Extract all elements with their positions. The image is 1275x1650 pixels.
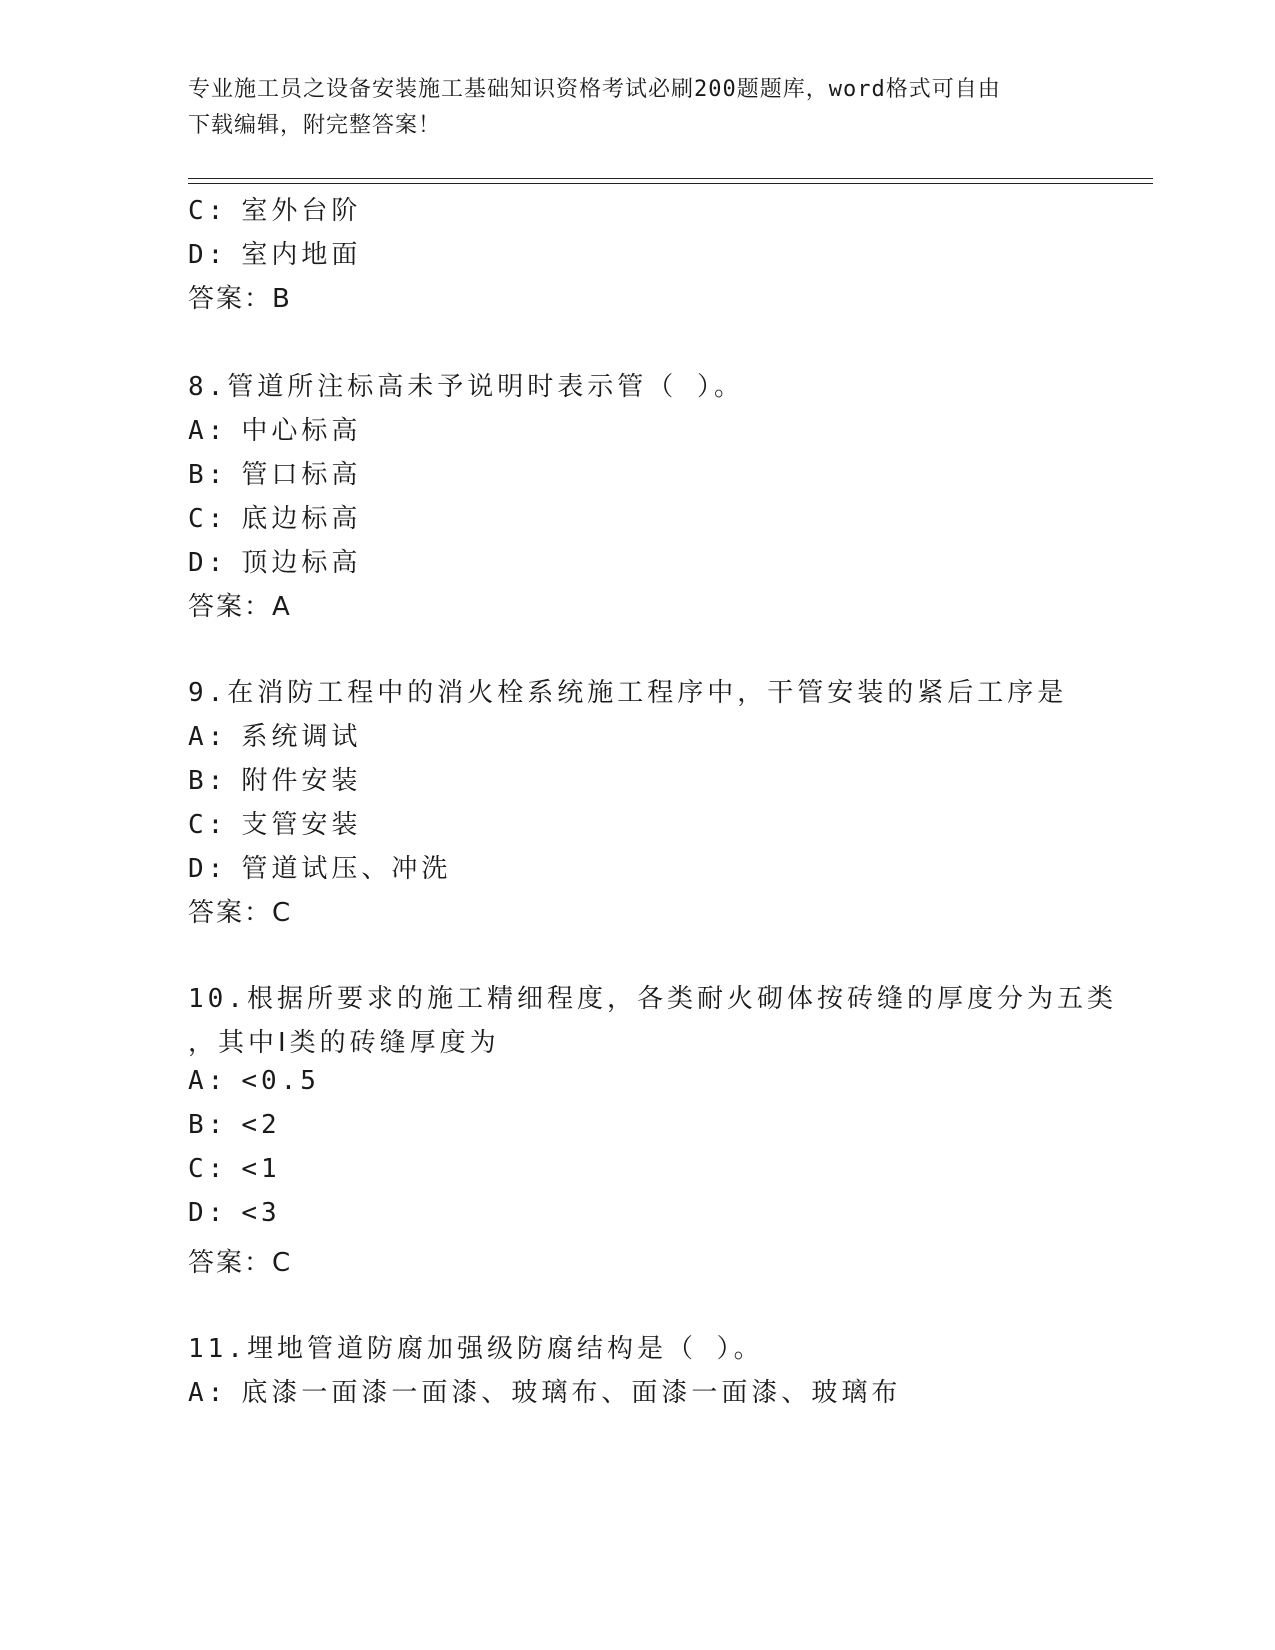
option-item <box>188 716 361 753</box>
answer-line: 答案：C <box>188 1248 293 1278</box>
option-text: 系统调试 <box>241 722 362 752</box>
option-text: 支管安装 <box>241 810 362 840</box>
option-key: D: <box>188 240 228 270</box>
option-item <box>188 1154 281 1184</box>
option-text: 管口标高 <box>241 460 362 490</box>
option-text: <2 <box>241 1110 281 1140</box>
option-item <box>188 760 361 797</box>
option-item <box>188 1110 281 1140</box>
option-text: 底漆一面漆一面漆、玻璃布、面漆一面漆、玻璃布 <box>241 1378 902 1408</box>
option-text: 室外台阶 <box>241 196 362 226</box>
question-stem: 9.在消防工程中的消火栓系统施工程序中，干管安装的紧后工序是 <box>188 678 1068 708</box>
option-text: 顶边标高 <box>241 548 362 578</box>
option-text: <3 <box>241 1198 281 1228</box>
option-key: A: <box>188 1378 228 1408</box>
option-item <box>188 1066 320 1096</box>
option-key: B: <box>188 1110 228 1140</box>
question-stem-continuation: ，其中Ⅰ类的砖缝厚度为 <box>188 1028 500 1058</box>
option-item <box>188 410 361 447</box>
option-key: C: <box>188 810 228 840</box>
option-key: B: <box>188 766 228 796</box>
option-key: C: <box>188 1154 228 1184</box>
document-header <box>188 72 1088 144</box>
option-text: <0.5 <box>241 1066 320 1096</box>
option-key: D: <box>188 854 228 884</box>
header-line-2: 下载编辑，附完整答案！ <box>188 113 442 138</box>
option-text: 附件安装 <box>241 766 362 796</box>
question-stem: 10.根据所要求的施工精细程度，各类耐火砌体按砖缝的厚度分为五类 <box>188 984 1117 1014</box>
option-key: A: <box>188 722 228 752</box>
header-divider-top <box>188 178 1153 179</box>
option-text: 底边标高 <box>241 504 362 534</box>
option-key: B: <box>188 460 228 490</box>
option-key: D: <box>188 548 228 578</box>
option-item <box>188 234 361 271</box>
option-item <box>188 848 451 885</box>
option-key: C: <box>188 196 228 226</box>
question-stem: 11.埋地管道防腐加强级防腐结构是（ ）。 <box>188 1334 764 1364</box>
option-item <box>188 1198 281 1228</box>
question-stem: 8.管道所注标高未予说明时表示管（ ）。 <box>188 372 744 402</box>
header-divider-bottom <box>188 183 1153 184</box>
option-item <box>188 498 361 535</box>
option-text: 室内地面 <box>241 240 362 270</box>
option-item <box>188 454 361 491</box>
header-line-1: 专业施工员之设备安装施工基础知识资格考试必刷200题题库，word格式可自由 <box>188 77 1001 102</box>
option-text: 管道试压、冲洗 <box>241 854 452 884</box>
option-key: C: <box>188 504 228 534</box>
option-item <box>188 542 361 579</box>
option-item <box>188 1372 901 1409</box>
option-text: <1 <box>241 1154 281 1184</box>
option-key: A: <box>188 1066 228 1096</box>
option-key: A: <box>188 416 228 446</box>
option-item <box>188 190 361 227</box>
option-key: D: <box>188 1198 228 1228</box>
answer-line: 答案：B <box>188 284 292 314</box>
answer-line: 答案：A <box>188 592 292 622</box>
option-text: 中心标高 <box>241 416 362 446</box>
answer-line: 答案：C <box>188 898 293 928</box>
option-item <box>188 804 361 841</box>
